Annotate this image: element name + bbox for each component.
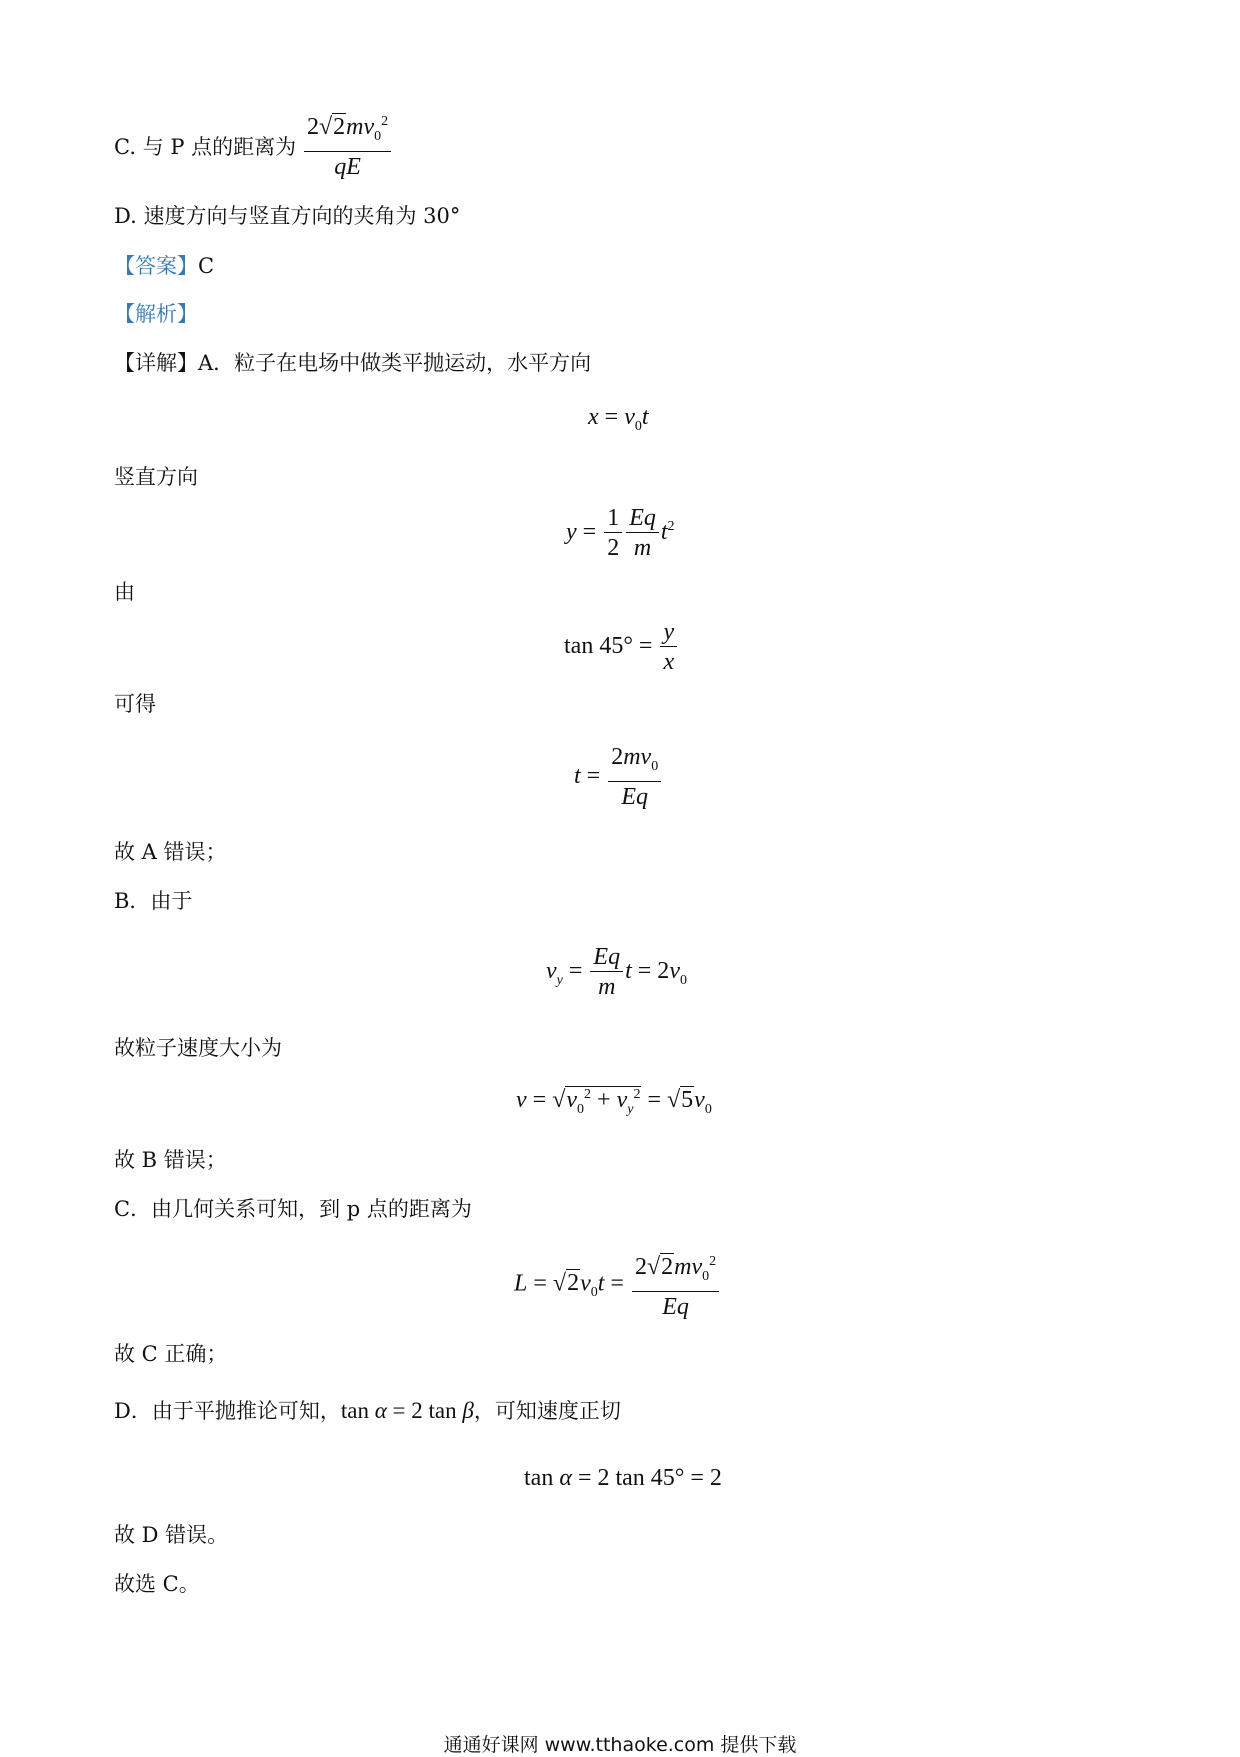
c-correct-text: 故 C 正确； (114, 1342, 228, 1366)
speed-size-text: 故粒子速度大小为 (114, 1036, 282, 1060)
d-wrong-text: 故 D 错误。 (114, 1523, 229, 1547)
answer-label: 【答案】 (114, 254, 198, 278)
formula-x: $x = v_0t$ (588, 404, 649, 434)
formula-tan45: tan 45° = $\frac{y}{x}$ (564, 618, 679, 677)
formula-y: y = $\frac{1}{2}$ $\frac{Eq}{m}$ $t^2$ (566, 505, 675, 561)
analysis-label: 【解析】 (114, 302, 198, 326)
formula-vy: $v_y$ = $\frac{Eq}{m}$ $t = 2v_0$ (546, 944, 687, 1000)
footer-source: 通通好课网 www.tthaoke.com 提供下载 (443, 1734, 797, 1756)
option-d-text: 速度方向与竖直方向的夹角为 30° (143, 204, 461, 228)
a-wrong-text: 故 A 错误； (114, 840, 227, 864)
c-geometry-text: C．由几何关系可知，到 p 点的距离为 (114, 1197, 472, 1221)
d-text-part1: D．由于平抛推论可知， (114, 1399, 341, 1423)
b-because-text: B．由于 (114, 889, 193, 913)
option-c-text: 与 P 点的距离为 (142, 135, 297, 159)
option-c-formula: $\frac{2√2mv_0^2}{qE}$ (302, 108, 393, 182)
d-text-line (114, 1397, 621, 1425)
formula-tan-alpha: tan α = 2 tan 45° = 2 (524, 1465, 722, 1491)
by-text: 由 (114, 580, 135, 604)
d-text-part2: ，可知速度正切 (473, 1399, 621, 1423)
option-c-prefix: C. (114, 135, 136, 159)
formula-l: $L = √2v_0t$ = $\frac{2√2mv_0^2}{Eq}$ (514, 1248, 721, 1322)
final-answer-text: 故选 C。 (114, 1572, 200, 1596)
answer-value: C (198, 254, 215, 278)
detail-line (114, 349, 591, 377)
answer-line (114, 252, 214, 280)
option-d (114, 202, 460, 230)
formula-v: $v = √v_0^2 + v_y^2 = √5v_0$ (516, 1087, 712, 1117)
detail-label: 【详解】 (114, 351, 198, 375)
can-get-text: 可得 (114, 692, 156, 716)
formula-t: t = $\frac{2mv_0}{Eq}$ (574, 743, 663, 812)
formula-tan-alpha-beta: tan α = 2 tan β (340, 1398, 474, 1423)
b-wrong-text: 故 B 错误； (114, 1148, 227, 1172)
detail-text: A．粒子在电场中做类平抛运动，水平方向 (198, 351, 592, 375)
option-d-prefix: D. (114, 204, 137, 228)
vertical-direction-text: 竖直方向 (114, 465, 198, 489)
option-c (114, 133, 296, 161)
